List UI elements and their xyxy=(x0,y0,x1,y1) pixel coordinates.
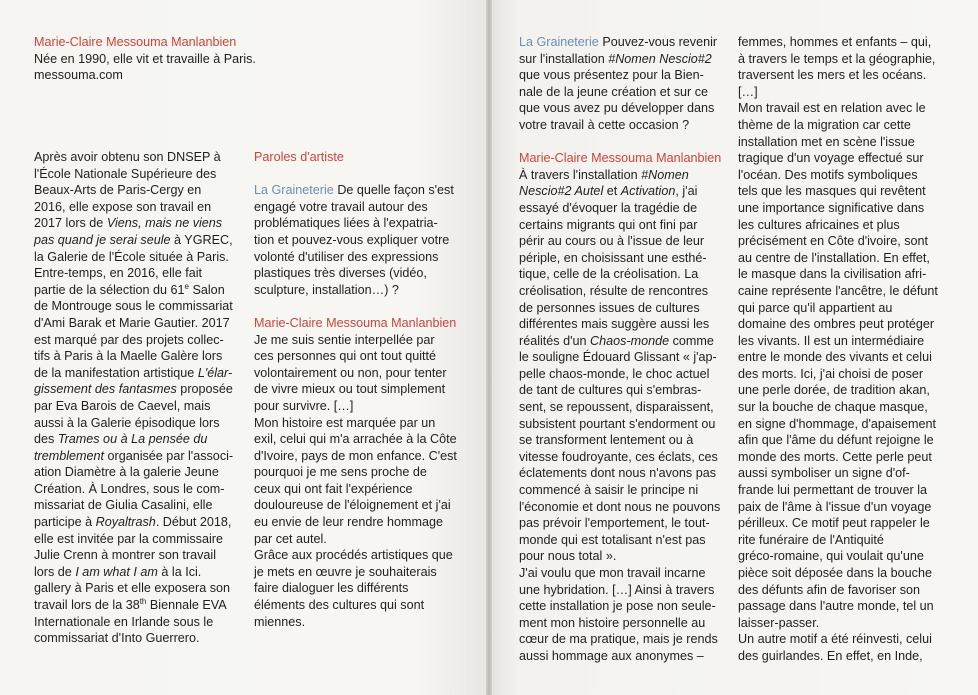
text-line: faire dialoguer les différents xyxy=(254,581,409,596)
answer-2 xyxy=(519,167,729,665)
text-line: aussi symboliser un signe d'of- xyxy=(738,466,910,481)
text-line: sur l'installation #Nomen Nescio#2 xyxy=(519,51,712,66)
text-line: volontairement ou non, pour tenter xyxy=(254,365,447,380)
text-line: de vivre mieux ou tout simplement xyxy=(254,382,446,397)
text-line: domaine des ombres peut protéger xyxy=(738,317,935,332)
text-line: des morts. Ici, j'ai choisi de poser xyxy=(738,366,924,381)
text-line: Grâce aux procédés artistiques que xyxy=(254,548,453,563)
text-line: ation Diamètre à la galerie Jeune xyxy=(34,465,219,480)
text-line: sur la bouche de chaque masque, xyxy=(738,400,928,415)
text-line: tion et pouvez-vous expliquer votre xyxy=(254,232,450,247)
text-line: afin que l'âme du défunt rejoigne le xyxy=(738,433,934,448)
text-line: des Trames ou à La pensée du xyxy=(34,432,208,447)
text-line: gallery à Paris et elle exposera son xyxy=(34,581,231,596)
text-line: une hybridation. […] Ainsi à travers xyxy=(519,582,715,597)
text-line: volonté d'utiliser des expressions xyxy=(254,249,439,264)
text-line: Après avoir obtenu son DNSEP à xyxy=(34,150,221,164)
text-line: commencé à saisir le principe ni xyxy=(519,483,699,498)
text-line: de tant de cultures qui s'embras- xyxy=(519,383,702,398)
text-line: aussi à la Galerie épisodique lors xyxy=(34,415,220,430)
text-line: Internationale en Irlande sous le xyxy=(34,614,214,629)
text-line: gréco-romaine, qui voulait qu'une xyxy=(738,549,924,564)
text-line: est marqué par des projets collec- xyxy=(34,332,224,347)
text-line: pièce soit déposée dans la bouche xyxy=(738,566,932,580)
text-line: périr au cours ou à l'issue de leur xyxy=(519,234,705,249)
page-gutter xyxy=(486,0,492,695)
biography-column xyxy=(34,149,244,647)
text-line: laisser-passer. xyxy=(738,615,820,630)
text-line: 2017 lors de Viens, mais ne viens xyxy=(34,216,223,231)
text-line: par cet autel. xyxy=(254,531,327,546)
text-line: thème de la migration car cette xyxy=(738,117,911,132)
text-line: par Eva Barois de Caevel, mais xyxy=(34,398,211,413)
text-line: La Graineterie De quelle façon s'est xyxy=(254,183,454,198)
text-line: à travers le temps et la géographie, xyxy=(738,51,936,66)
text-line: frande lui permettant de trouver la xyxy=(738,483,928,498)
text-line: tremblement organisée par l'associ- xyxy=(34,448,234,463)
text-line: tels que les masques qui revêtent xyxy=(738,184,926,199)
text-line: pas prévoir l'emportement, le tout- xyxy=(519,516,710,531)
interview-column-3 xyxy=(738,34,948,665)
text-line: l'École Nationale Supérieure des xyxy=(34,166,217,181)
text-line: plastiques très diverses (vidéo, xyxy=(254,266,427,281)
text-line: éclatements dont nous n'avons pas xyxy=(519,466,717,481)
text-line: pour survivre. […] xyxy=(254,398,354,413)
artist-header xyxy=(34,34,294,84)
text-line: engagé votre travail autour des xyxy=(254,199,428,214)
birth-line: Née en 1990, elle vit et travaille à Paris. xyxy=(34,51,256,66)
text-line: Mon histoire est marquée par un xyxy=(254,415,436,430)
text-line: le masque dans la civilisation afri- xyxy=(738,267,927,282)
text-line: Nescio#2 Autel et Activation, j'ai xyxy=(519,184,698,199)
text-line: se transforment lentement ou à xyxy=(519,433,694,448)
text-line: Un autre motif a été réinvesti, celui xyxy=(738,632,932,647)
text-line: Création. À Londres, sous le com- xyxy=(34,481,225,496)
text-line: passage dans l'autre monde, tel un xyxy=(738,599,934,614)
text-line: l'économie et dont nous ne pouvons xyxy=(519,499,721,514)
artist-name: Marie-Claire Messouma Manlanbien xyxy=(34,35,237,49)
text-line: sculpture, installation…) ? xyxy=(254,282,399,297)
text-line: réalités d'un Chaos-monde comme xyxy=(519,333,714,348)
text-line: installation met en scène l'issue xyxy=(738,134,915,149)
text-line: lors de I am what I am à la Ici. xyxy=(34,564,202,579)
text-line: certains migrants qui ont fini par xyxy=(519,217,698,232)
text-line: ment mon histoire personnelle au xyxy=(519,615,706,630)
text-line: essayé d'évoquer la tragédie de xyxy=(519,200,698,215)
interviewer-label: La Graineterie xyxy=(519,35,603,49)
text-line: nale de la jeune création et sur ce xyxy=(519,84,709,99)
text-line: tifs à Paris à la Maelle Galère lors xyxy=(34,349,223,364)
text-line: problématiques liées à l'expatria- xyxy=(254,216,438,231)
interviewer-label: La Graineterie xyxy=(254,183,338,198)
text-line: Julie Crenn à montrer son travail xyxy=(34,548,216,563)
text-line: différentes mais suggère aussi les xyxy=(519,317,710,332)
text-line: À travers l'installation #Nomen xyxy=(519,167,689,182)
text-line: 2016, elle expose son travail en xyxy=(34,199,212,214)
text-line: Beaux-Arts de Paris-Cergy en xyxy=(34,183,202,198)
text-line: ceux qui ont fait l'expérience xyxy=(254,481,413,496)
text-line: d'Ivoire, pays de mon enfance. C'est xyxy=(254,448,457,463)
text-line: subsistent pourtant s'endorment ou xyxy=(519,416,716,431)
text-line: vitesse foudroyante, ces éclats, ces xyxy=(519,449,718,464)
text-line: d'Ami Barak et Marie Gautier. 2017 xyxy=(34,315,230,330)
text-line: éléments des cultures qui sont xyxy=(254,598,425,613)
text-line: périlleux. Ce motif peut rappeler le xyxy=(738,516,930,531)
text-line: traversent les mers et les océans. xyxy=(738,68,927,83)
text-line: une perle dorée, de tradition akan, xyxy=(738,383,930,398)
text-line: cœur de ma pratique, mais je rends xyxy=(519,632,718,647)
text-line: exil, celui qui m'a arrachée à la Côte xyxy=(254,432,457,447)
text-line: votre travail à cette occasion ? xyxy=(519,117,690,132)
text-line: la Galerie de l'École située à Paris. xyxy=(34,249,229,264)
text-line: Entre-temps, en 2016, elle fait xyxy=(34,266,203,281)
question-2 xyxy=(519,34,729,134)
text-line: de personnes issues de cultures xyxy=(519,300,700,315)
question-1 xyxy=(254,182,464,298)
text-line: pour nous total ». xyxy=(519,549,617,564)
text-line: de la manifestation artistique L'élar- xyxy=(34,365,233,380)
interview-column-2 xyxy=(519,34,729,665)
text-line: je mets en œuvre je souhaiterais xyxy=(254,564,437,579)
text-line: femmes, hommes et enfants – qui, xyxy=(738,35,932,49)
text-line: qui parce qu'il appartient au xyxy=(738,300,893,315)
section-title: Paroles d'artiste xyxy=(254,150,344,164)
text-line: gissement des fantasmes proposée xyxy=(34,382,233,397)
text-line: elle est invitée par la commissaire xyxy=(34,531,223,546)
text-line: participe à Royaltrash. Début 2018, xyxy=(34,515,232,530)
text-line: commissariat d'Into Guerrero. xyxy=(34,631,200,646)
text-line: tique, celle de la créolisation. La xyxy=(519,267,699,282)
text-line: aussi hommage aux anonymes – xyxy=(519,648,704,663)
text-line: pas quand je serai seule à YGREC, xyxy=(34,232,233,247)
text-line: eu envie de leur rendre hommage xyxy=(254,515,444,530)
text-line: sent, se repoussent, disparaissent, xyxy=(519,400,714,415)
website: messouma.com xyxy=(34,68,123,83)
interview-column-1 xyxy=(254,149,464,630)
artist-speaker-label-2: Marie-Claire Messouma Manlanbien xyxy=(519,151,722,166)
text-line: créolisation, résulte de rencontres xyxy=(519,283,709,298)
text-line: douloureuse de l'éloignement et j'ai xyxy=(254,498,451,513)
text-line: l'océan. Des motifs symboliques xyxy=(738,167,918,182)
text-line: pourquoi je me sens proche de xyxy=(254,465,427,480)
text-line: en signe d'hommage, d'apaisement xyxy=(738,416,937,431)
text-line: des défunts afin de favoriser son xyxy=(738,582,921,597)
bio-text xyxy=(34,149,244,647)
text-line: […] xyxy=(738,84,758,99)
text-line: partie de la sélection du 61e Salon xyxy=(34,281,225,297)
text-line: périple, en choisissant une esthé- xyxy=(519,250,707,265)
text-line: une importance significative dans xyxy=(738,200,925,215)
answer-2-continued xyxy=(738,34,948,665)
answer-1 xyxy=(254,332,464,631)
text-line: des guirlandes. En effet, en Inde, xyxy=(738,648,923,663)
text-line: précisément en Côte d'ivoire, sont xyxy=(738,234,929,249)
text-line: de Montrouge sous le commissariat xyxy=(34,299,233,314)
text-line: les cultures africaines et plus xyxy=(738,217,900,232)
text-line: tragique d'un voyage effectué sur xyxy=(738,151,924,166)
text-line: cette installation je pose non seule- xyxy=(519,599,716,614)
text-line: J'ai voulu que mon travail incarne xyxy=(519,566,706,580)
text-line: travail lors de la 38th Biennale EVA xyxy=(34,596,227,613)
text-line: monde qui est totalisant n'est pas xyxy=(519,532,706,547)
text-line: entre le monde des vivants et celui xyxy=(738,350,932,365)
text-line: le souligne Édouard Glissant « j'ap- xyxy=(519,350,717,365)
text-line: miennes. xyxy=(254,614,306,629)
text-line: ces personnes qui ont tout quitté xyxy=(254,349,437,364)
artist-speaker-label: Marie-Claire Messouma Manlanbien xyxy=(254,315,457,330)
text-line: missariat de Giulia Casalini, elle xyxy=(34,498,213,513)
text-line: Je me suis sentie interpellée par xyxy=(254,332,435,347)
text-line: rite funéraire de l'Antiquité xyxy=(738,532,884,547)
text-line: La Graineterie Pouvez-vous revenir xyxy=(519,35,718,49)
text-line: monde des morts. Cette perle peut xyxy=(738,449,932,464)
text-line: que vous présentez pour la Bien- xyxy=(519,68,704,83)
text-line: pelle chaos-monde, le choc actuel xyxy=(519,366,710,381)
text-line: paix de l'âme à l'issue d'un voyage xyxy=(738,499,932,514)
text-line: Mon travail est en relation avec le xyxy=(738,101,926,116)
text-line: que vous avez pu développer dans xyxy=(519,101,715,116)
text-line: caine représente l'ancêtre, le défunt xyxy=(738,283,938,298)
text-line: les vivants. Il est un intermédiaire xyxy=(738,333,925,348)
text-line: au centre de l'installation. En effet, xyxy=(738,250,930,265)
